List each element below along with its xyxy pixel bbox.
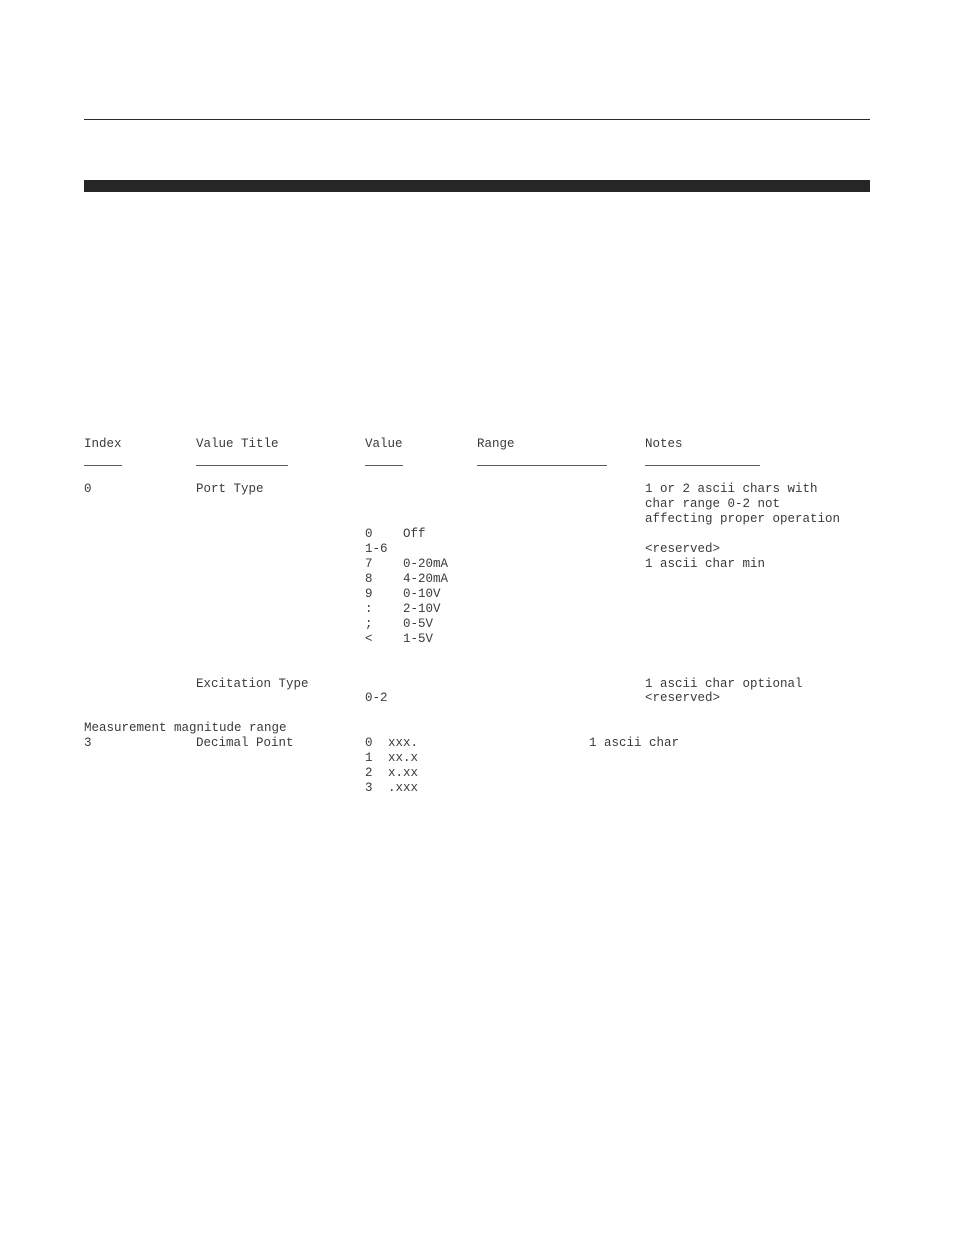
excitation-type-title: Excitation Type <box>196 677 309 691</box>
decimal-value-code: 3 <box>365 781 373 795</box>
port-type-note-min: 1 ascii char min <box>645 557 766 571</box>
excitation-type-value: 0-2 <box>365 691 388 705</box>
header-index: Index <box>84 437 122 451</box>
port-value-label: 1-5V <box>403 632 434 646</box>
decimal-point-note: 1 ascii char <box>589 736 680 750</box>
port-type-note-3: affecting proper operation <box>645 512 841 526</box>
port-type-note-2: char range 0-2 not <box>645 497 781 511</box>
decimal-value-code: 0 <box>365 736 373 750</box>
excitation-type-note: 1 ascii char optional <box>645 677 803 691</box>
header-range: Range <box>477 437 515 451</box>
port-value-label: 2-10V <box>403 602 441 616</box>
port-value-code: 8 <box>365 572 373 586</box>
port-value-label: Off <box>403 527 426 541</box>
decimal-value-label: .xxx <box>388 781 419 795</box>
port-value-code: ; <box>365 617 373 631</box>
decimal-value-label: xxx. <box>388 736 419 750</box>
port-value-code: < <box>365 632 373 646</box>
port-value-code: 9 <box>365 587 373 601</box>
port-value-code: 1-6 <box>365 542 388 556</box>
header-notes: Notes <box>645 437 683 451</box>
port-value-code: 0 <box>365 527 373 541</box>
measurement-heading: Measurement magnitude range <box>84 721 287 735</box>
underline-value-title <box>196 465 288 466</box>
header-bar <box>84 180 870 192</box>
port-value-label: 4-20mA <box>403 572 449 586</box>
port-type-title: Port Type <box>196 482 264 496</box>
port-type-note-1: 1 or 2 ascii chars with <box>645 482 818 496</box>
excitation-type-note-reserved: <reserved> <box>645 691 721 705</box>
underline-notes <box>645 465 760 466</box>
header-rule <box>84 119 870 120</box>
underline-range <box>477 465 607 466</box>
decimal-value-code: 2 <box>365 766 373 780</box>
port-value-label: 0-10V <box>403 587 441 601</box>
decimal-point-index: 3 <box>84 736 92 750</box>
port-type-note-reserved: <reserved> <box>645 542 721 556</box>
decimal-value-code: 1 <box>365 751 373 765</box>
underline-value <box>365 465 403 466</box>
underline-index <box>84 465 122 466</box>
decimal-point-title: Decimal Point <box>196 736 294 750</box>
decimal-value-label: xx.x <box>388 751 419 765</box>
port-value-code: 7 <box>365 557 373 571</box>
port-value-label: 0-20mA <box>403 557 449 571</box>
header-value: Value <box>365 437 403 451</box>
decimal-value-label: x.xx <box>388 766 419 780</box>
port-type-index: 0 <box>84 482 92 496</box>
port-value-code: : <box>365 602 373 616</box>
header-value-title: Value Title <box>196 437 279 451</box>
port-value-label: 0-5V <box>403 617 434 631</box>
